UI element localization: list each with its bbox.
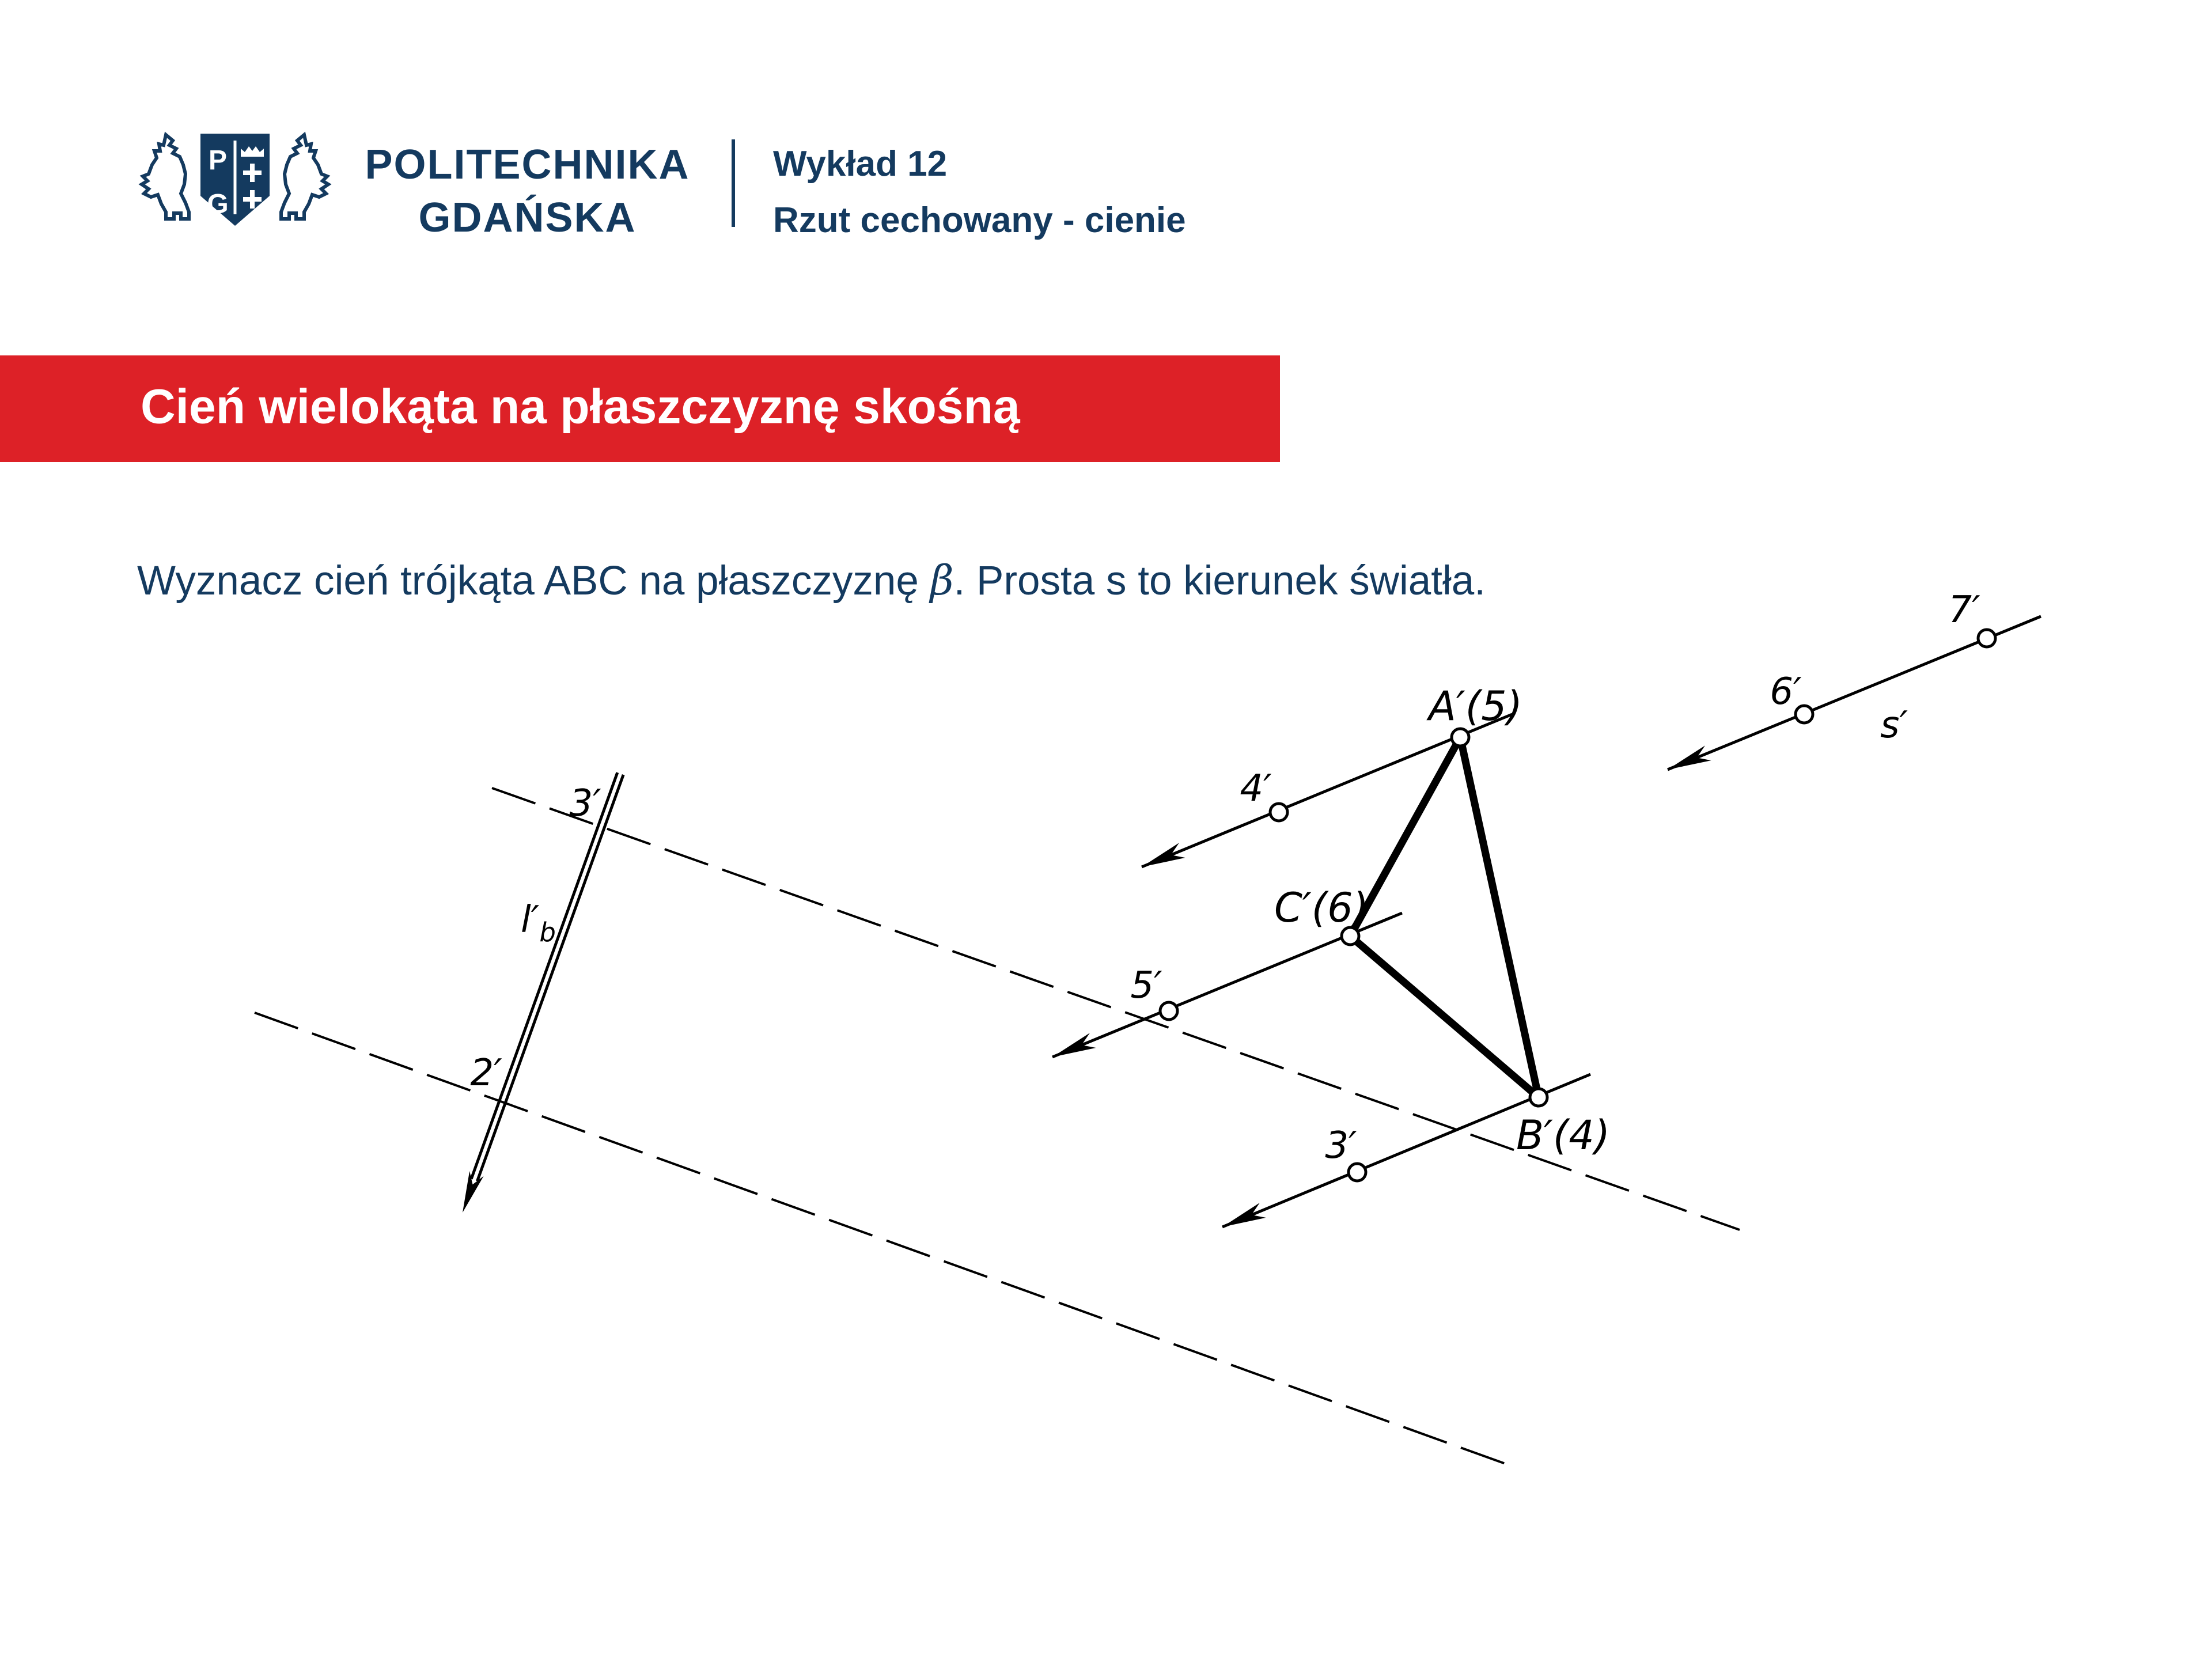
lecture-topic: Rzut cechowany - cienie	[773, 200, 1186, 240]
point-B-marker	[1530, 1089, 1547, 1106]
label-line-s: s′	[1880, 704, 1908, 747]
label-point-7: 7′	[1948, 589, 1980, 631]
label-vertex-a: A′(5)	[1429, 683, 1522, 730]
shield-letter-p: P	[208, 145, 228, 176]
university-name-line2: GDAŃSKA	[418, 195, 637, 241]
label-point-3-right: 3′	[1325, 1124, 1357, 1167]
label-vertex-b: B′(4)	[1516, 1112, 1611, 1159]
ray-through-b-arrowhead	[1222, 1203, 1266, 1227]
ray-s-arrowhead	[1668, 745, 1711, 770]
lecture-number: Wykład 12	[773, 144, 948, 184]
label-point-3-left: 3′	[569, 782, 601, 825]
task-text-end: . Prosta s to kierunek światła.	[953, 558, 1486, 604]
shield-letter-g: G	[207, 189, 229, 219]
label-point-5: 5′	[1130, 964, 1162, 1007]
ray-through-c-arrowhead	[1052, 1033, 1096, 1057]
point-4-marker	[1270, 804, 1287, 821]
point-5-marker	[1160, 1002, 1177, 1020]
label-point-6: 6′	[1770, 671, 1802, 713]
point-A-marker	[1452, 729, 1469, 746]
label-trace-l-beta: $l'_b$	[521, 899, 556, 948]
point-7-marker	[1978, 630, 1995, 647]
section-title: Cień wielokąta na płaszczyznę skośną	[141, 379, 1020, 434]
label-point-2: 2′	[470, 1052, 502, 1094]
label-point-4: 4′	[1240, 767, 1272, 810]
contour-line-1	[492, 788, 1740, 1230]
label-vertex-c: C′(6)	[1274, 884, 1369, 931]
university-name-line1: POLITECHNIKA	[365, 142, 690, 188]
triangle-abc	[1350, 737, 1539, 1097]
beta-symbol: β	[930, 556, 954, 604]
ray-through-a-arrowhead	[1142, 843, 1185, 867]
task-text-start: Wyznacz cień trójkąta ABC na płaszczyznę	[137, 558, 930, 604]
